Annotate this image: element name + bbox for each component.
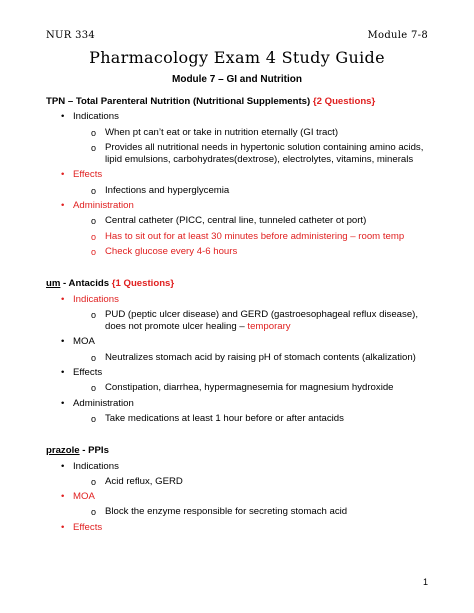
- sub-bullet: o Infections and hyperglycemia: [46, 185, 438, 197]
- bullet-moa: • MOA: [46, 336, 438, 348]
- sub-bullet: o Central catheter (PICC, central line, tunneled catheter ot port): [46, 215, 438, 227]
- document-body: [46, 96, 438, 534]
- drug-suffix: prazole: [46, 445, 80, 457]
- bullet-moa: • MOA: [46, 491, 438, 503]
- header-course: NUR 334: [46, 30, 96, 41]
- section-title-text: - Antacids: [60, 278, 110, 290]
- section-title-ppis: [46, 445, 438, 457]
- bullet-effects: • Effects: [46, 367, 438, 379]
- drug-suffix: um: [46, 278, 61, 290]
- page-number: 1: [422, 577, 428, 587]
- bullet-administration: • Administration: [46, 398, 438, 410]
- section-title-text: TPN – Total Parenteral Nutrition (Nutritional Supplements): [46, 96, 311, 107]
- section-title-text: - PPIs: [79, 445, 109, 457]
- sub-bullet: o Neutralizes stomach acid by raising pH of stomach contents (alkalization): [46, 352, 438, 364]
- section-title-tpn: [46, 96, 438, 108]
- sub-bullet: o Take medications at least 1 hour before or after antacids: [46, 413, 438, 425]
- sub-bullet: o Check glucose every 4-6 hours: [46, 246, 438, 258]
- question-count: {2 Questions}: [312, 96, 376, 107]
- section-title-antacids: [46, 278, 438, 290]
- sub-bullet: o PUD (peptic ulcer disease) and GERD (gastroesophageal reflux disease), does not promote ulcer healing – temporary: [46, 309, 438, 334]
- sub-bullet: o Block the enzyme responsible for secreting stomach acid: [46, 506, 438, 518]
- sub-bullet: o Has to sit out for at least 30 minutes before administering – room temp: [46, 231, 438, 243]
- bullet-effects: • Effects: [46, 522, 438, 534]
- sub-bullet: o Provides all nutritional needs in hypertonic solution containing amino acids, lipid emulsions, carbohydrates(dextrose), electrolytes, vitamins, minerals: [46, 142, 438, 167]
- bullet-indications: • Indications: [46, 461, 438, 473]
- bullet-administration: • Administration: [46, 200, 438, 212]
- sub-bullet: o Constipation, diarrhea, hypermagnesemia for magnesium hydroxide: [46, 382, 438, 394]
- sub-bullet: o Acid reflux, GERD: [46, 476, 438, 488]
- bullet-effects: • Effects: [46, 169, 438, 181]
- sub-bullet: o When pt can’t eat or take in nutrition eternally (GI tract): [46, 127, 438, 139]
- temporary-note: temporary: [247, 321, 291, 333]
- document-title: Pharmacology Exam 4 Study Guide: [89, 48, 385, 67]
- bullet-indications: • Indications: [46, 111, 438, 123]
- question-count: {1 Questions}: [111, 278, 175, 290]
- header-module: Module 7-8: [367, 30, 428, 41]
- document-subtitle: Module 7 – GI and Nutrition: [172, 74, 302, 85]
- bullet-indications: • Indications: [46, 294, 438, 306]
